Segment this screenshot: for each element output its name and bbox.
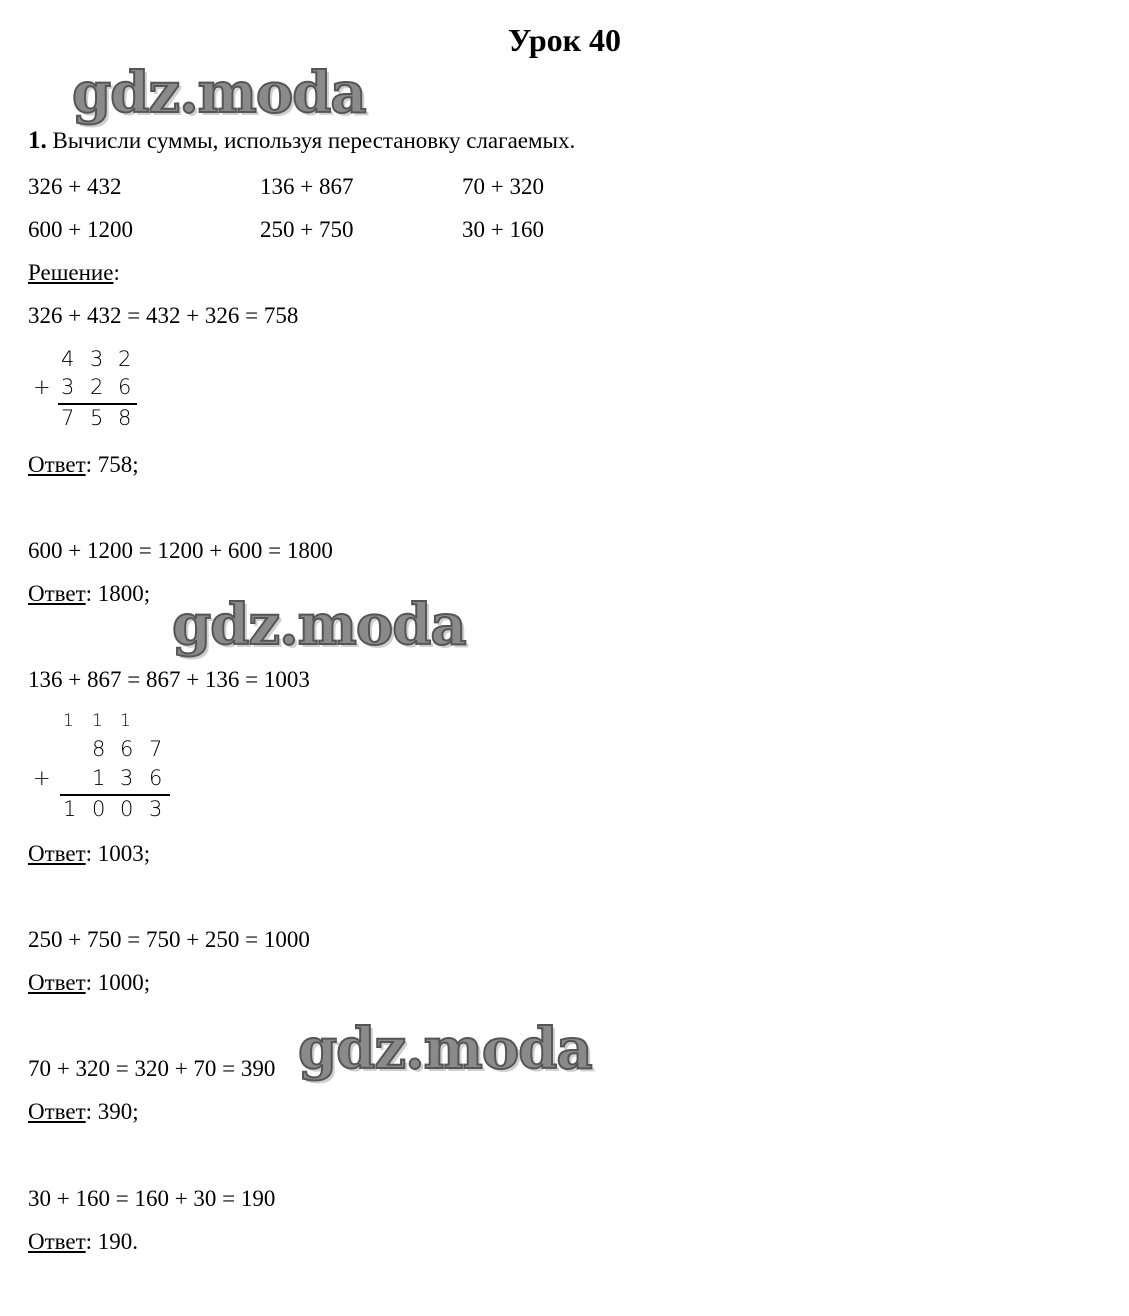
column-digit: 7: [149, 737, 163, 761]
column-digit: 1: [92, 766, 106, 790]
column-digit: 6: [149, 766, 163, 790]
column-digit: 0: [120, 797, 134, 821]
plus-sign: +: [33, 766, 51, 790]
answer-label: Ответ: [28, 1099, 86, 1124]
exercise-item: 600 + 1200: [28, 217, 133, 242]
answer-line: Ответ: 1003;: [28, 841, 151, 866]
column-digit: 3: [90, 347, 104, 371]
task-number: 1.: [28, 127, 47, 154]
solution-equation: 30 + 160 = 160 + 30 = 190: [28, 1186, 276, 1211]
solution-equation: 250 + 750 = 750 + 250 = 1000: [28, 927, 310, 952]
carry-digit: 1: [63, 711, 74, 731]
carry-digit: 1: [92, 711, 103, 731]
answer-line: Ответ: 758;: [28, 452, 139, 477]
answer-value: 1000;: [97, 970, 151, 995]
task-text: Вычисли суммы, используя перестановку слагаемых.: [52, 128, 576, 153]
answer-line: Ответ: 390;: [28, 1099, 139, 1124]
column-digit: 3: [61, 375, 75, 399]
answer-line: Ответ: 190.: [28, 1229, 139, 1254]
column-digit: 8: [118, 406, 132, 430]
answer-value: 1800;: [97, 581, 151, 606]
column-digit: 7: [61, 406, 75, 430]
column-digit: 6: [120, 737, 134, 761]
column-digit: 8: [92, 737, 106, 761]
answer-value: 1003;: [97, 841, 151, 866]
watermark-logo: gdz.moda: [298, 1016, 592, 1082]
exercise-item: 70 + 320: [462, 174, 544, 199]
exercise-item: 136 + 867: [260, 174, 354, 199]
solution-heading: Решение:: [28, 260, 120, 285]
answer-label: Ответ: [28, 1229, 86, 1254]
column-sum-line: [58, 403, 137, 405]
answer-label: Ответ: [28, 581, 86, 606]
answer-value: 758;: [97, 452, 139, 477]
answer-label: Ответ: [28, 452, 86, 477]
exercise-item: 250 + 750: [260, 217, 354, 242]
plus-sign: +: [33, 375, 51, 399]
page-title: Урок 40: [507, 22, 622, 58]
carry-digit: 1: [120, 711, 131, 731]
answer-line: Ответ: 1800;: [28, 581, 151, 606]
exercise-item: 30 + 160: [462, 217, 544, 242]
solution-label: Решение: [28, 260, 114, 285]
watermark-logo: gdz.moda: [72, 60, 366, 126]
task-statement: [28, 127, 575, 155]
column-digit: 0: [92, 797, 106, 821]
column-digit: 4: [61, 347, 75, 371]
column-digit: 1: [63, 797, 77, 821]
column-digit: 5: [90, 406, 104, 430]
solution-equation: 326 + 432 = 432 + 326 = 758: [28, 303, 299, 328]
solution-equation: 70 + 320 = 320 + 70 = 390: [28, 1056, 276, 1081]
answer-label: Ответ: [28, 970, 86, 995]
column-digit: 6: [118, 375, 132, 399]
column-sum-line: [60, 794, 170, 796]
watermark-logo: gdz.moda: [172, 592, 466, 658]
solution-equation: 600 + 1200 = 1200 + 600 = 1800: [28, 538, 333, 563]
answer-value: 190.: [97, 1229, 139, 1254]
column-digit: 3: [149, 797, 163, 821]
exercise-item: 326 + 432: [28, 174, 122, 199]
solution-equation: 136 + 867 = 867 + 136 = 1003: [28, 667, 310, 692]
answer-line: Ответ: 1000;: [28, 970, 151, 995]
column-digit: 2: [118, 347, 132, 371]
column-digit: 2: [90, 375, 104, 399]
column-digit: 3: [120, 766, 134, 790]
answer-value: 390;: [97, 1099, 139, 1124]
answer-label: Ответ: [28, 841, 86, 866]
